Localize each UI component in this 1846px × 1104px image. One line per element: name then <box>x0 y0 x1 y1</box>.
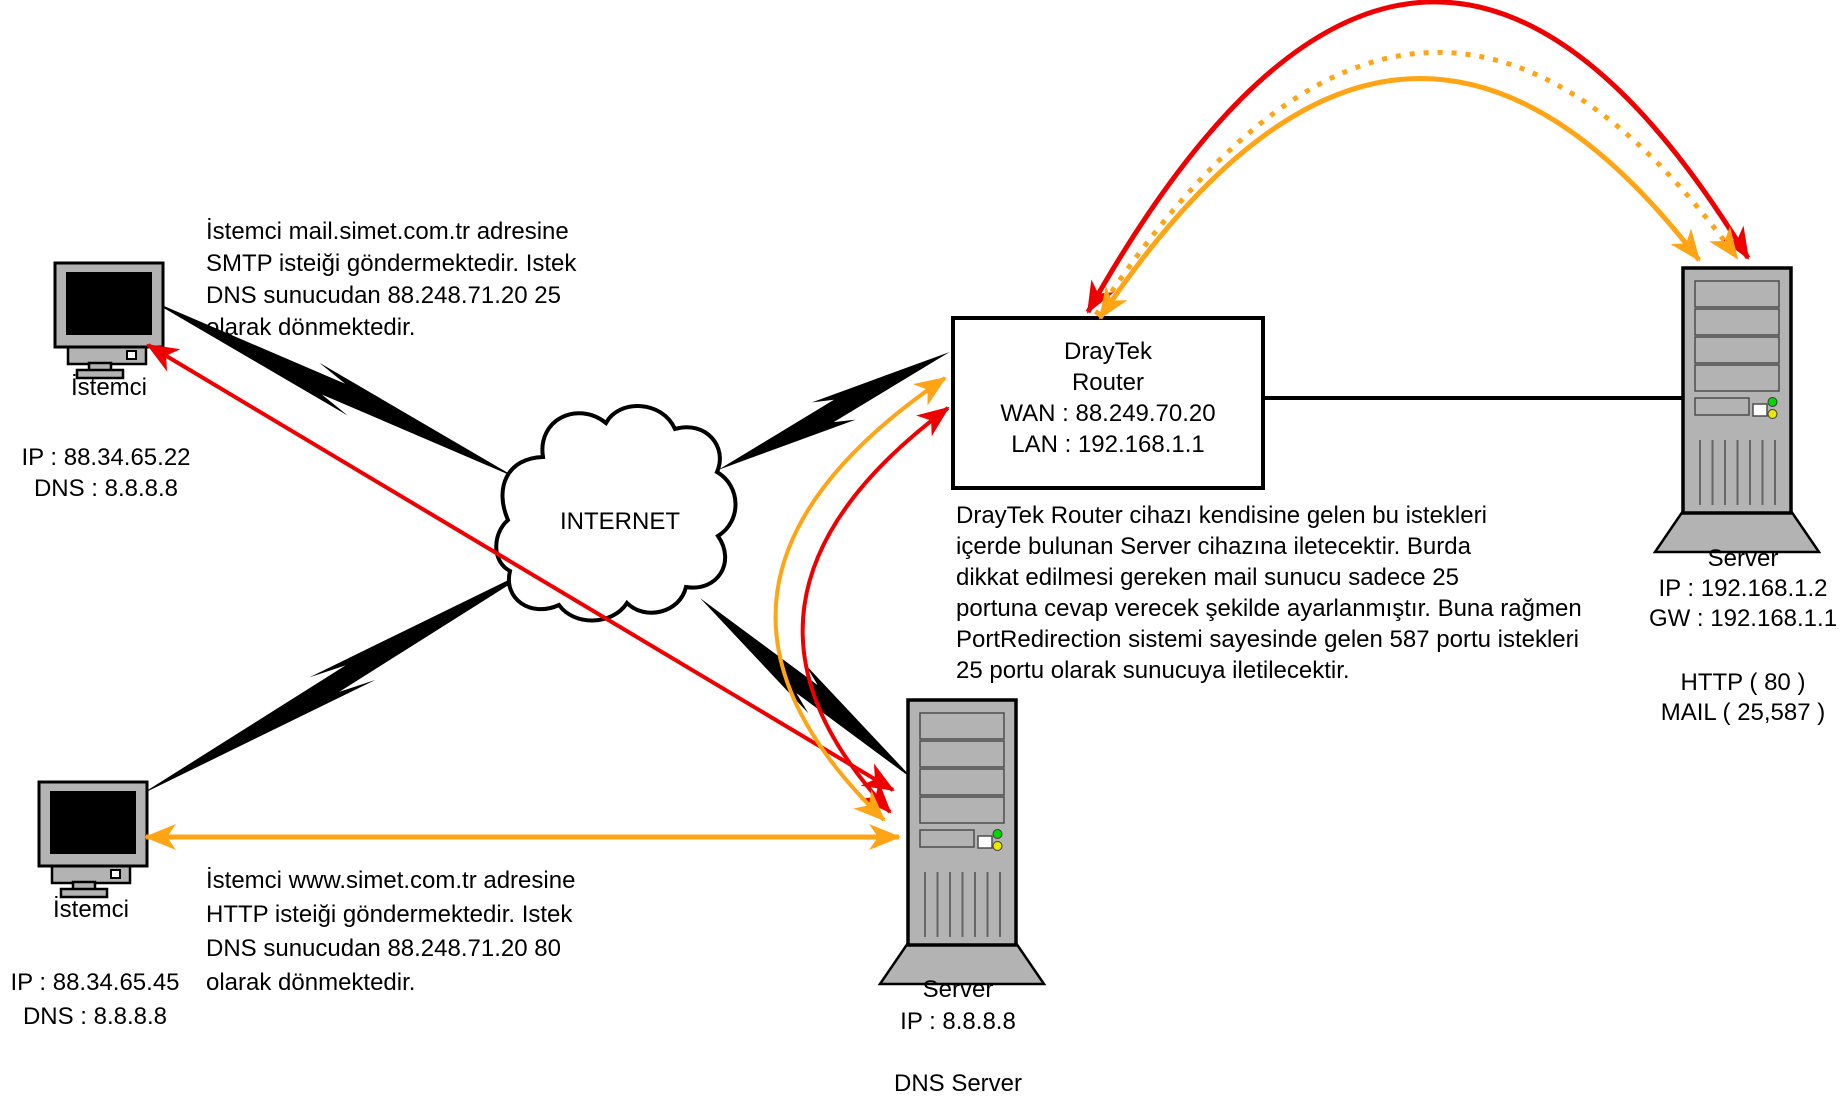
client-bottom-addresses <box>0 966 190 1034</box>
lan-server-services <box>1618 668 1846 728</box>
router-lan-ip: LAN : 192.168.1.1 <box>1011 431 1205 458</box>
note-http-request <box>206 864 575 1000</box>
note-line: PortRedirection sistemi sayesinde gelen 587 portu istekleri <box>956 626 1579 653</box>
orange-arc-router-lan-server <box>1100 78 1699 318</box>
note-smtp-request <box>206 216 576 344</box>
router-name: DrayTek <box>1063 338 1153 365</box>
client-top-ip: IP : 88.34.65.22 <box>21 444 191 471</box>
client-bottom-dns: DNS : 8.8.8.8 <box>22 1003 168 1030</box>
note-line: DNS sunucudan 88.248.71.20 80 <box>206 935 561 962</box>
note-line: dikkat edilmesi gereken mail sunucu sadece 25 <box>956 564 1459 591</box>
router-wan-ip: WAN : 88.249.70.20 <box>1000 400 1216 427</box>
dns-server-ip: IP : 8.8.8.8 <box>900 1008 1016 1035</box>
note-line: olarak dönmektedir. <box>206 314 416 341</box>
note-line: içerde bulunan Server cihazına iletecektir. Burda <box>956 533 1471 560</box>
note-line: DrayTek Router cihazı kendisine gelen bu istekleri <box>956 502 1487 529</box>
client-bottom-computer-icon <box>39 782 147 897</box>
client-bottom-ip: IP : 88.34.65.45 <box>10 969 180 996</box>
client-top-computer-icon <box>55 263 163 378</box>
note-line: İstemci www.simet.com.tr adresine <box>206 867 576 894</box>
note-line: portuna cevap verecek şekilde ayarlanmıştır. Buna rağmen <box>956 595 1582 622</box>
note-line: 25 portu olarak sunucuya iletilecektir. <box>956 657 1350 684</box>
link-bolt-client-bottom-internet <box>131 547 553 810</box>
lan-server-tower-icon <box>1655 268 1819 552</box>
dns-server-name: Server <box>922 976 994 1003</box>
lan-server-labels <box>1618 544 1846 634</box>
note-line: İstemci mail.simet.com.tr adresine <box>206 218 569 245</box>
router-label <box>958 336 1258 460</box>
lan-server-name: Server <box>1707 545 1779 572</box>
client-top-label: İstemci <box>70 374 147 401</box>
client-bottom-label: İstemci <box>52 896 129 923</box>
client-top-dns: DNS : 8.8.8.8 <box>33 475 179 502</box>
dns-server-tower-icon <box>880 700 1044 984</box>
note-line: SMTP isteiği göndermektedir. Istek <box>206 250 577 277</box>
orange-dotted-arc-router-lan-server <box>1096 52 1737 315</box>
client-top-addresses <box>6 442 206 504</box>
note-line: olarak dönmektedir. <box>206 969 416 996</box>
lan-server-gw: GW : 192.168.1.1 <box>1648 605 1838 632</box>
note-router-behavior <box>956 500 1582 686</box>
note-line: HTTP isteiği göndermektedir. Istek <box>206 901 573 928</box>
note-line: DNS sunucudan 88.248.71.20 25 <box>206 282 561 309</box>
dns-server-caption: DNS Server <box>893 1070 1023 1097</box>
lan-server-ip: IP : 192.168.1.2 <box>1658 575 1828 602</box>
lan-server-http-port: HTTP ( 80 ) <box>1680 669 1806 696</box>
lan-server-mail-ports: MAIL ( 25,587 ) <box>1660 699 1826 726</box>
link-bolt-internet-router <box>710 336 958 485</box>
internet-label: INTERNET <box>560 508 680 535</box>
dns-server-labels <box>858 974 1058 1038</box>
router-type: Router <box>1071 369 1145 396</box>
